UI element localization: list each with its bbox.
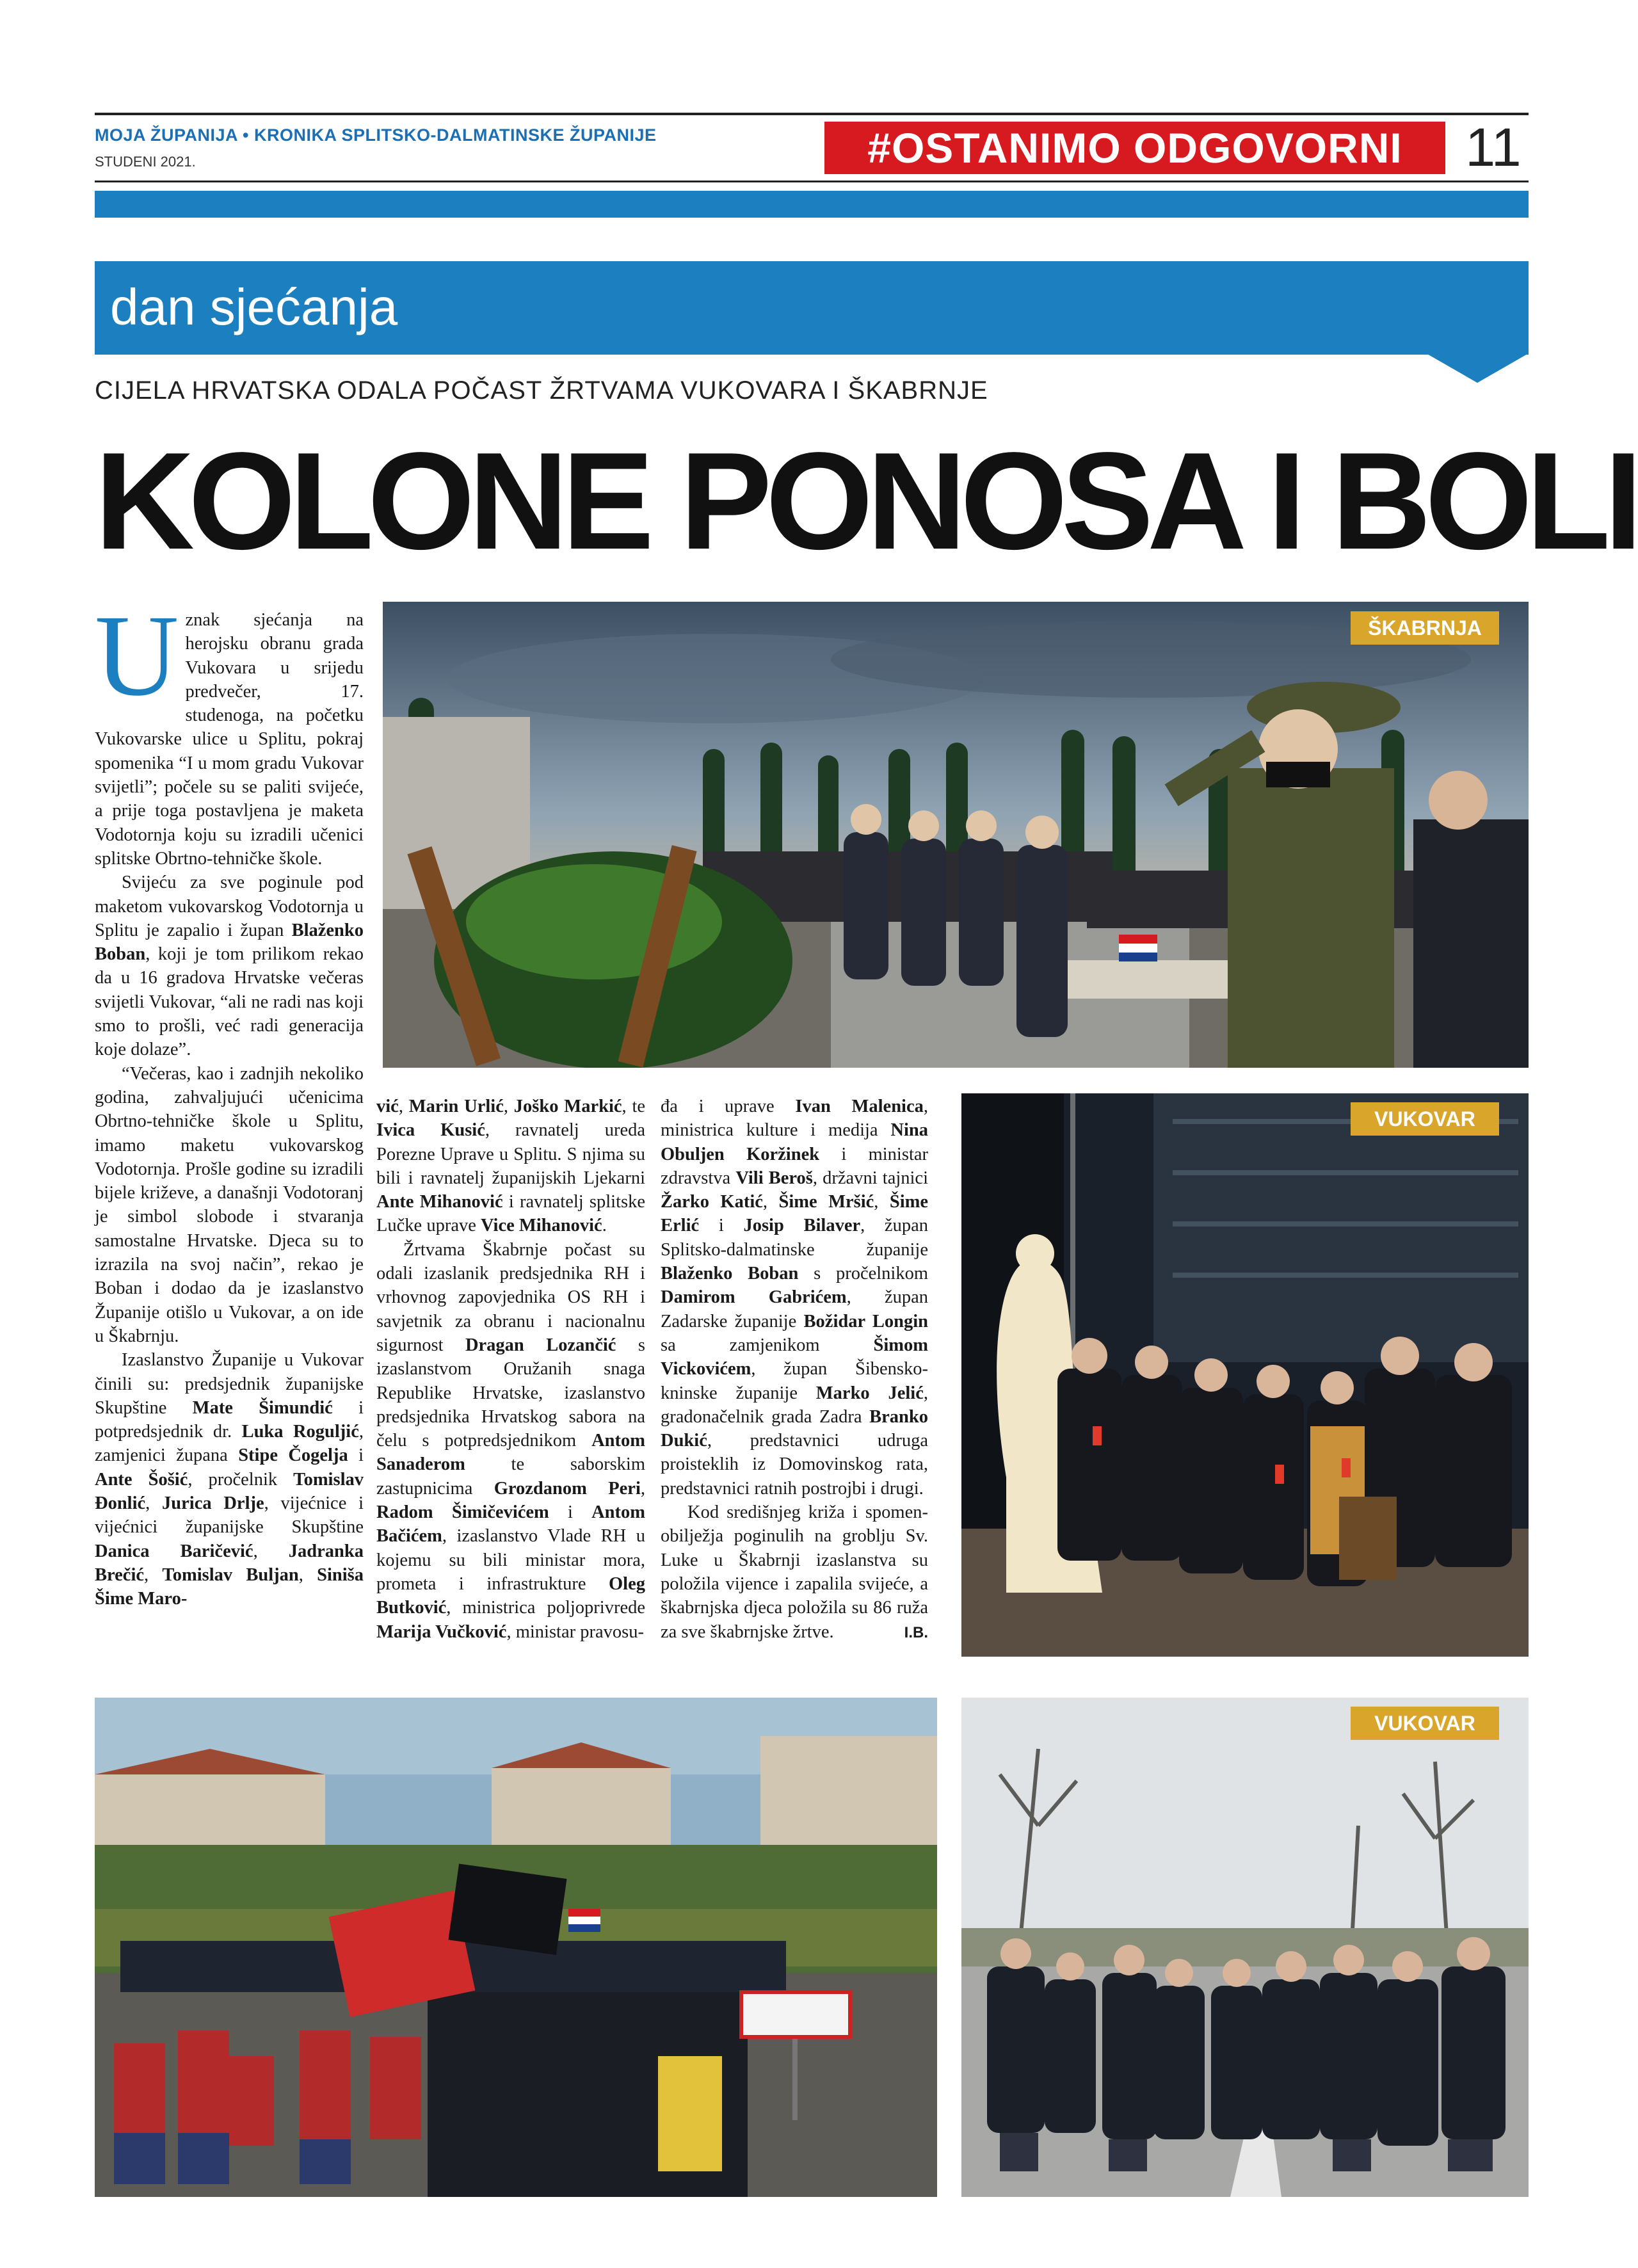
campaign-hashtag: #OSTANIMO ODGOVORNI: [824, 122, 1445, 174]
publication-name: MOJA ŽUPANIJA • KRONIKA SPLITSKO-DALMATINSKE ŽUPANIJE: [95, 125, 657, 145]
article-kicker: CIJELA HRVATSKA ODALA POČAST ŽRTVAMA VUKOVARA I ŠKABRNJE: [95, 376, 988, 405]
photo-tag-vukovar-2: VUKOVAR: [1351, 1707, 1499, 1740]
flag-icon: [1119, 935, 1157, 961]
photo-tag-skabrnja: ŠKABRNJA: [1351, 611, 1499, 645]
section-band-notch: [1426, 353, 1529, 383]
drop-cap: U: [95, 591, 179, 720]
section-label: dan sjećanja: [110, 278, 398, 335]
author-initials: I.B.: [904, 1623, 928, 1641]
article-headline: KOLONE PONOSA I BOLI: [95, 423, 1637, 578]
flag-icon: [568, 1909, 600, 1932]
photo-tag-vukovar-1: VUKOVAR: [1351, 1102, 1499, 1136]
header-top-rule: [95, 113, 1529, 115]
header-blue-strip: [95, 191, 1529, 218]
photo-skabrnja-march: [95, 1698, 937, 2197]
article-column-1: Uznak sjećanja na herojsku obranu grada Vukovara u srijedu predvečer, 17. studenoga, na početku Vukovarske ulice u Splitu, pokraj spomenika “I u mom gradu Vukovar svijetli”; počele su se paliti svijeće, a prije toga postavljena je maketa Vodotornja koju su izradili učenici splitske Obrtno-tehničke škole. Svijeću za sve poginule pod maketom vukovarskog Vodotornja u Splitu je zapalio i župan Blaženko Boban, koji je tom prilikom rekao da u 16 gradova Hrvatske večeras svijetli Vukovar, “ali ne radi nas koji smo to prošli, već radi generacija koje dolaze”. “Večeras, kao i zadnjih nekoliko godina, zahvaljujući učenicima Obrtno-tehničke škole u Splitu, imamo maketu vukovarskog Vodotornja. Prošle godine su izradili bijele križeve, a današnji Vodotoranj je simbol slobode i stvaranja samostalne Hrvatske. Djeca su to izrazila na svoj način”, rekao je Boban i dodao da je izaslanstvo Županije otišlo u Vukovar, a on ide u Škabrnju. Izaslanstvo Županije u Vukovar činili su: predsjednik županijske Skupštine Mate Šimundić i potpredsjednik dr. Luka Roguljić, zamjenici župana Stipe Čogelja i Ante Šošić, pročelnik Tomislav Đonlić, Jurica Drlje, vijećnice i vijećnici županijske Skupštine Danica Baričević, Jadranka Brečić, Tomislav Buljan, Siniša Šime Maro-: [95, 591, 364, 1609]
header-bottom-rule: [95, 181, 1529, 182]
issue-date: STUDENI 2021.: [95, 154, 196, 170]
page-number: 11: [1465, 117, 1522, 177]
article-column-2: vić, Marin Urlić, Joško Markić, te Ivica Kusić, ravnatelj ureda Porezne Uprave u Splitu. S njima su bili i ravnatelj županijskih Ljekarni Ante Mihanović i ravnatelj splitske Lučke uprave Vice Mihanović. Žrtvama Škabrnje počast su odali izaslanik predsjednika RH i vrhovnog zapovjednika OS RH i savjetnik za obranu i nacionalnu sigurnost Dragan Lozančić s izaslanstvom Oružanih snaga Republike Hrvatske, izaslanstvo predsjednika Hrvatskog sabora na čelu s potpredsjednikom Antom Sanaderom te saborskim zastupnicima Grozdanom Peri, Radom Šimičevićem i Antom Bačićem, izaslanstvo Vlade RH u kojemu su bili ministar mora, prometa i infrastrukture Oleg Butković, ministrica poljoprivrede Marija Vučković, ministar pravosu-: [376, 1097, 646, 1642]
photo-vukovar-street: [961, 1698, 1529, 2197]
photo-skabrnja-ceremony: [383, 602, 1529, 1068]
photo-vukovar-delegation: [961, 1093, 1529, 1657]
article-column-3: đa i uprave Ivan Malenica, ministrica kulture i medija Nina Obuljen Koržinek i ministar zdravstva Vili Beroš, državni tajnici Žarko Katić, Šime Mršić, Šime Erlić i Josip Bilaver, župan Splitsko-dalmatinske županije Blaženko Boban s pročelnikom Damirom Gabrićem, župan Zadarske županije Božidar Longin sa zamjenikom Šimom Vickovićem, župan Šibensko-kninske županije Marko Jelić, gradonačelnik grada Zadra Branko Dukić, predstavnici udruga proisteklih iz Domovinskog rata, predstavnici ratnih postrojbi i drugi. Kod središnjeg križa i spomen-obilježja poginulih na groblju Sv. Luke u Škabrnji izaslanstva su položila vijence i zapalila svijeće, a škabrnjska djeca položila su 86 ruža za sve škabrnjske žrtve. I.B.: [661, 1095, 928, 1645]
